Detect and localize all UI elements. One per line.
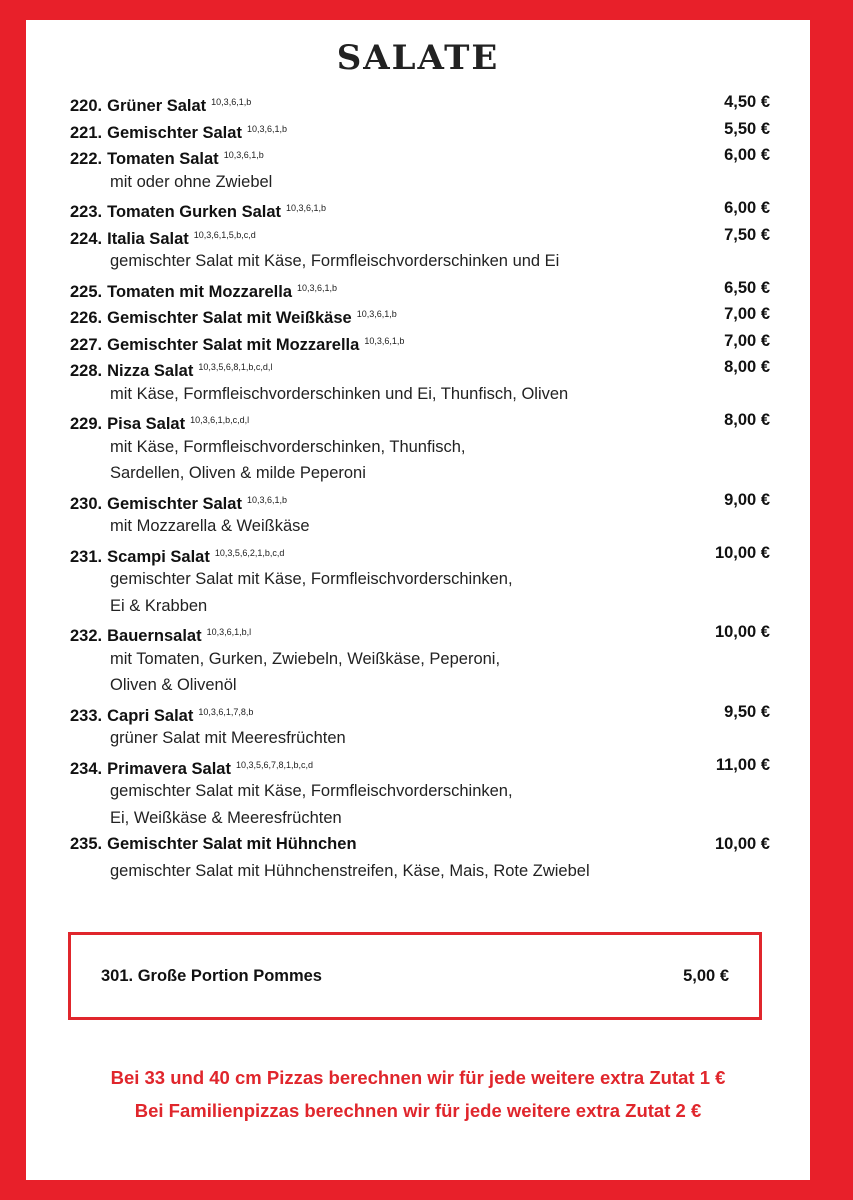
item-price: 8,00 € [724, 358, 770, 376]
item-name: Pisa Salat [107, 415, 186, 433]
allergen-codes: 10,3,6,1,b [356, 309, 397, 319]
fries-offer-box [68, 932, 762, 1020]
allergen-codes: 10,3,6,1,b,l [206, 627, 252, 637]
item-price: 9,50 € [724, 702, 770, 721]
item-name: Capri Salat [107, 706, 194, 725]
salad-menu-list [70, 89, 770, 884]
item-price: 5,50 € [724, 119, 770, 138]
menu-item [70, 328, 770, 355]
menu-item [70, 752, 770, 832]
page-title: SALATE [336, 38, 500, 78]
item-price: 10,00 € [714, 835, 770, 853]
menu-item [70, 354, 770, 407]
menu-item-row [70, 275, 770, 302]
item-price: 7,00 € [724, 305, 770, 323]
menu-item-row [70, 407, 770, 434]
menu-item [70, 142, 770, 195]
item-description: gemischter Salat mit Hühnchenstreifen, Käse, Mais, Rote Zwiebel [110, 861, 590, 880]
item-description: mit Käse, Formfleischvorderschinken und Ei, Thunfisch, Oliven [110, 384, 569, 403]
menu-item [70, 116, 770, 143]
menu-item-row [70, 116, 770, 143]
allergen-codes: 10,3,6,1,5,b,c,d [193, 229, 256, 240]
item-name: Gemischter Salat [107, 494, 242, 513]
item-name: Tomaten mit Mozzarella [107, 282, 293, 301]
item-description: grüner Salat mit Meeresfrüchten [110, 729, 346, 747]
item-description: Ei & Krabben [110, 596, 208, 615]
item-name: Tomaten Salat [107, 150, 219, 168]
item-price: 9,00 € [724, 490, 770, 509]
item-price: 10,00 € [714, 543, 770, 562]
item-price: 7,50 € [724, 225, 770, 244]
menu-item [70, 487, 770, 540]
item-number: 233. [70, 706, 103, 725]
allergen-codes: 10,3,6,1,b [223, 150, 264, 160]
allergen-codes: 10,3,6,1,b [286, 203, 327, 213]
item-price: 6,50 € [724, 278, 770, 297]
extra-topping-note-pizza: Bei 33 und 40 cm Pizzas berechnen wir für jede weitere extra Zutat 1 € [110, 1067, 726, 1088]
item-name: Gemischter Salat mit Mozzarella [107, 335, 360, 354]
menu-item [70, 89, 770, 116]
item-name: Nizza Salat [107, 362, 194, 380]
item-description: Ei, Weißkäse & Meeresfrüchten [110, 808, 342, 827]
item-name: Scampi Salat [107, 547, 210, 566]
menu-item-row [70, 752, 770, 779]
allergen-codes: 10,3,6,1,b [364, 335, 405, 346]
menu-item-row [70, 699, 770, 726]
menu-item [70, 619, 770, 699]
allergen-codes: 10,3,5,6,2,1,b,c,d [214, 547, 285, 558]
item-number: 222. [70, 150, 103, 168]
menu-item-row [70, 354, 770, 381]
menu-item-row [70, 619, 770, 646]
item-number: 231. [70, 547, 103, 566]
item-description: Sardellen, Oliven & milde Peperoni [110, 464, 366, 482]
menu-item-row [70, 89, 770, 116]
allergen-codes: 10,3,6,1,b,c,d,l [190, 415, 250, 425]
menu-item [70, 195, 770, 222]
menu-item-row [70, 831, 770, 858]
allergen-codes: 10,3,6,1,b [246, 123, 287, 134]
menu-item-row [70, 487, 770, 514]
item-name: Grüner Salat [107, 97, 207, 115]
item-description: mit Mozzarella & Weißkäse [110, 517, 310, 535]
allergen-codes: 10,3,5,6,7,8,1,b,c,d [235, 759, 314, 770]
fries-offer-label: 301. Große Portion Pommes [101, 967, 322, 985]
item-name: Primavera Salat [107, 759, 231, 778]
item-number: 226. [70, 309, 103, 327]
item-number: 235. [70, 835, 103, 853]
menu-item [70, 222, 770, 275]
item-name: Tomaten Gurken Salat [107, 203, 282, 221]
item-number: 227. [70, 335, 103, 354]
item-name: Gemischter Salat mit Hühnchen [107, 835, 357, 853]
item-price: 11,00 € [715, 755, 770, 774]
menu-item-row [70, 328, 770, 355]
allergen-codes: 10,3,5,6,8,1,b,c,d,l [198, 362, 273, 372]
item-number: 223. [70, 203, 103, 221]
menu-item-row [70, 540, 770, 567]
fries-offer-price: 5,00 € [683, 967, 729, 985]
item-price: 6,00 € [724, 199, 770, 217]
item-number: 221. [70, 123, 103, 142]
menu-item [70, 831, 770, 884]
item-description: Oliven & Olivenöl [110, 676, 237, 694]
item-price: 6,00 € [724, 146, 770, 164]
menu-item-row [70, 142, 770, 169]
item-price: 4,50 € [724, 93, 770, 111]
menu-item [70, 540, 770, 620]
item-price: 8,00 € [724, 411, 770, 429]
menu-item [70, 275, 770, 302]
item-name: Bauernsalat [107, 627, 202, 645]
menu-page [26, 20, 810, 1180]
item-number: 220. [70, 97, 103, 115]
item-description: mit Käse, Formfleischvorderschinken, Thunfisch, [110, 437, 466, 456]
allergen-codes: 10,3,6,1,b [211, 97, 252, 107]
allergen-codes: 10,3,6,1,b [297, 282, 338, 293]
item-description: gemischter Salat mit Käse, Formfleischvorderschinken und Ei [110, 252, 560, 270]
item-description: mit oder ohne Zwiebel [110, 172, 273, 191]
menu-item [70, 301, 770, 328]
item-description: gemischter Salat mit Käse, Formfleischvorderschinken, [110, 570, 513, 588]
item-description: gemischter Salat mit Käse, Formfleischvorderschinken, [110, 782, 513, 800]
menu-item [70, 699, 770, 752]
item-number: 232. [70, 627, 103, 645]
item-name: Italia Salat [107, 229, 189, 248]
menu-item-row [70, 195, 770, 222]
menu-item-row [70, 222, 770, 249]
item-number: 228. [70, 362, 103, 380]
item-name: Gemischter Salat [107, 123, 242, 142]
item-price: 7,00 € [724, 331, 770, 350]
menu-item-row [70, 301, 770, 328]
item-name: Gemischter Salat mit Weißkäse [107, 309, 352, 327]
item-number: 224. [70, 229, 103, 248]
item-number: 225. [70, 282, 103, 301]
allergen-codes: 10,3,6,1,b [246, 494, 287, 505]
extra-topping-note-family: Bei Familienpizzas berechnen wir für jede weitere extra Zutat 2 € [134, 1100, 702, 1121]
item-price: 10,00 € [714, 623, 770, 641]
menu-item [70, 407, 770, 487]
item-number: 230. [70, 494, 103, 513]
item-number: 234. [70, 759, 103, 778]
item-description: mit Tomaten, Gurken, Zwiebeln, Weißkäse, Peperoni, [110, 649, 501, 668]
item-number: 229. [70, 415, 103, 433]
allergen-codes: 10,3,6,1,7,8,b [198, 706, 254, 717]
